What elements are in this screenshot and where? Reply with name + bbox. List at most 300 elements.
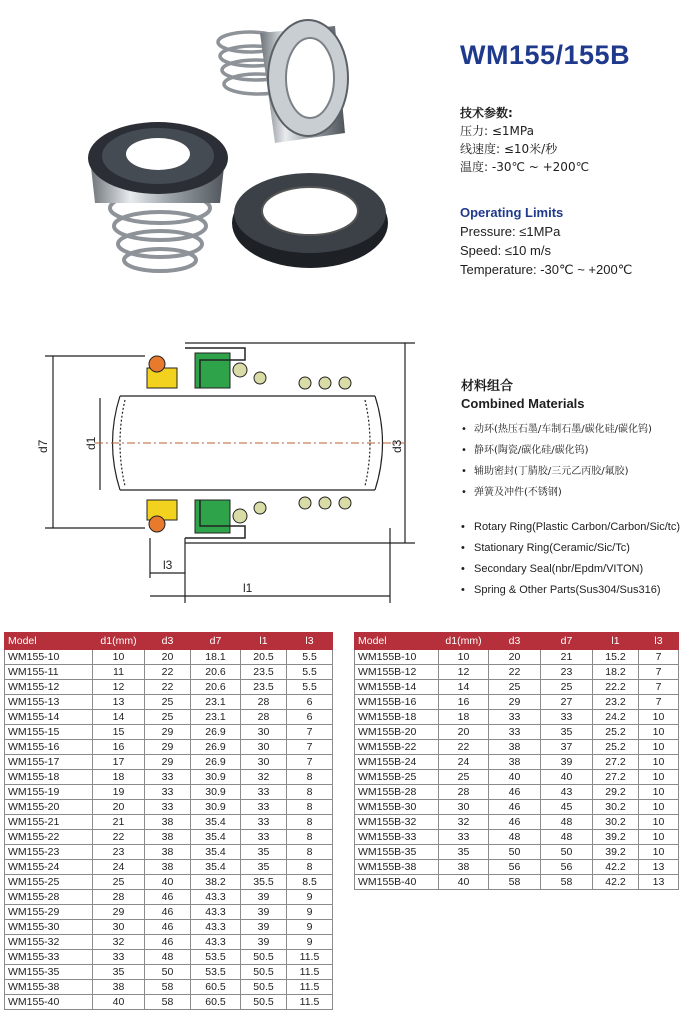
- table-row: [5, 740, 333, 755]
- value-cell: 53.5: [191, 965, 241, 980]
- model-cell: WM155-29: [5, 905, 93, 920]
- material-cn-item: • 动环(热压石墨/车制石墨/碳化硅/碳化钨): [461, 419, 680, 440]
- value-cell: 33: [145, 770, 191, 785]
- value-cell: 18: [439, 710, 489, 725]
- value-cell: 8: [287, 785, 333, 800]
- label-d1: d1: [84, 436, 98, 450]
- stationary-ring-icon: [232, 173, 388, 268]
- product-title: WM155/155B: [460, 40, 631, 70]
- specs-en-heading: Operating Limits: [460, 205, 564, 220]
- value-cell: 7: [287, 725, 333, 740]
- value-cell: 18.1: [191, 650, 241, 665]
- value-cell: 28: [241, 695, 287, 710]
- model-cell: WM155B-30: [355, 800, 439, 815]
- value-cell: 15.2: [593, 650, 639, 665]
- table-row: [5, 845, 333, 860]
- model-cell: WM155-13: [5, 695, 93, 710]
- value-cell: 25: [93, 875, 145, 890]
- model-cell: WM155B-35: [355, 845, 439, 860]
- column-header: d3: [145, 633, 191, 650]
- table-row: [355, 710, 679, 725]
- value-cell: 35.4: [191, 815, 241, 830]
- value-cell: 32: [439, 815, 489, 830]
- value-cell: 39: [241, 920, 287, 935]
- value-cell: 33: [489, 725, 541, 740]
- materials-heading-cn: 材料组合: [461, 379, 514, 394]
- table-header-row: [355, 633, 679, 650]
- table-row: [355, 800, 679, 815]
- material-cn-item: • 静环(陶瓷/碳化硅/碳化钨): [461, 440, 680, 461]
- value-cell: 30: [241, 740, 287, 755]
- table-row: [355, 845, 679, 860]
- value-cell: 7: [639, 680, 679, 695]
- cross-section-diagram: [35, 338, 425, 608]
- value-cell: 26.9: [191, 755, 241, 770]
- value-cell: 13: [639, 860, 679, 875]
- table-row: [5, 995, 333, 1010]
- model-cell: WM155-12: [5, 680, 93, 695]
- value-cell: 26.9: [191, 740, 241, 755]
- value-cell: 15: [93, 725, 145, 740]
- value-cell: 22: [489, 665, 541, 680]
- table-row: [355, 650, 679, 665]
- material-en-item: • Spring & Other Parts(Sus304/Sus316): [461, 580, 680, 601]
- value-cell: 8: [287, 845, 333, 860]
- column-header: Model: [5, 633, 93, 650]
- value-cell: 23.5: [241, 680, 287, 695]
- model-cell: WM155B-14: [355, 680, 439, 695]
- materials-list-cn: [461, 419, 680, 503]
- table-row: [355, 860, 679, 875]
- value-cell: 30: [241, 725, 287, 740]
- value-cell: 38: [145, 830, 191, 845]
- value-cell: 23.2: [593, 695, 639, 710]
- value-cell: 8: [287, 800, 333, 815]
- value-cell: 18: [93, 770, 145, 785]
- value-cell: 35.4: [191, 830, 241, 845]
- model-cell: WM155-15: [5, 725, 93, 740]
- value-cell: 30: [439, 800, 489, 815]
- model-cell: WM155B-18: [355, 710, 439, 725]
- value-cell: 35: [541, 725, 593, 740]
- value-cell: 39: [241, 890, 287, 905]
- value-cell: 58: [489, 875, 541, 890]
- model-cell: WM155B-25: [355, 770, 439, 785]
- table-row: [5, 815, 333, 830]
- table-row: [5, 785, 333, 800]
- materials-heading-en: Combined Materials: [461, 396, 585, 411]
- model-cell: WM155-14: [5, 710, 93, 725]
- model-cell: WM155-19: [5, 785, 93, 800]
- model-cell: WM155B-40: [355, 875, 439, 890]
- model-cell: WM155B-16: [355, 695, 439, 710]
- seal-assembly-left-icon: [88, 122, 228, 271]
- value-cell: 25: [439, 770, 489, 785]
- table-row: [5, 755, 333, 770]
- value-cell: 8.5: [287, 875, 333, 890]
- value-cell: 39: [241, 905, 287, 920]
- spec-table-wm155: [4, 632, 333, 1010]
- table-row: [355, 785, 679, 800]
- value-cell: 46: [489, 800, 541, 815]
- column-header: d1(mm): [93, 633, 145, 650]
- value-cell: 48: [145, 950, 191, 965]
- value-cell: 58: [541, 875, 593, 890]
- value-cell: 21: [541, 650, 593, 665]
- value-cell: 11.5: [287, 980, 333, 995]
- value-cell: 33: [241, 800, 287, 815]
- value-cell: 58: [145, 995, 191, 1010]
- value-cell: 10: [639, 800, 679, 815]
- value-cell: 24: [93, 860, 145, 875]
- model-cell: WM155-17: [5, 755, 93, 770]
- model-cell: WM155B-20: [355, 725, 439, 740]
- value-cell: 38: [145, 815, 191, 830]
- value-cell: 50: [489, 845, 541, 860]
- value-cell: 40: [541, 770, 593, 785]
- table-row: [5, 725, 333, 740]
- value-cell: 27.2: [593, 755, 639, 770]
- value-cell: 28: [241, 710, 287, 725]
- table-row: [5, 830, 333, 845]
- model-cell: WM155B-28: [355, 785, 439, 800]
- value-cell: 43.3: [191, 905, 241, 920]
- value-cell: 43.3: [191, 920, 241, 935]
- value-cell: 38.2: [191, 875, 241, 890]
- value-cell: 48: [541, 830, 593, 845]
- value-cell: 48: [541, 815, 593, 830]
- model-cell: WM155B-38: [355, 860, 439, 875]
- materials-list-en: [461, 517, 680, 601]
- value-cell: 23.5: [241, 665, 287, 680]
- value-cell: 43.3: [191, 935, 241, 950]
- value-cell: 46: [145, 890, 191, 905]
- value-cell: 29: [145, 740, 191, 755]
- value-cell: 23.1: [191, 695, 241, 710]
- material-en-item: • Stationary Ring(Ceramic/Sic/Tc): [461, 538, 680, 559]
- table-row: [5, 875, 333, 890]
- value-cell: 43: [541, 785, 593, 800]
- value-cell: 39: [541, 755, 593, 770]
- value-cell: 10: [93, 650, 145, 665]
- value-cell: 10: [639, 740, 679, 755]
- value-cell: 30.2: [593, 815, 639, 830]
- value-cell: 5.5: [287, 680, 333, 695]
- value-cell: 42.2: [593, 860, 639, 875]
- value-cell: 50.5: [241, 980, 287, 995]
- specs-cn-heading: 技术参数:: [460, 106, 513, 120]
- value-cell: 9: [287, 920, 333, 935]
- table-row: [355, 695, 679, 710]
- value-cell: 25: [489, 680, 541, 695]
- column-header: l3: [287, 633, 333, 650]
- value-cell: 40: [489, 770, 541, 785]
- value-cell: 50.5: [241, 965, 287, 980]
- spec-en-temperature: Temperature: -30℃ ~ +200℃: [460, 262, 633, 277]
- value-cell: 25.2: [593, 740, 639, 755]
- model-cell: WM155-30: [5, 920, 93, 935]
- value-cell: 7: [639, 665, 679, 680]
- specs-cn-block: [460, 104, 589, 176]
- value-cell: 35: [241, 860, 287, 875]
- material-cn-item: • 辅助密封(丁腈胶/三元乙丙胶/氟胶): [461, 461, 680, 482]
- value-cell: 12: [439, 665, 489, 680]
- value-cell: 9: [287, 890, 333, 905]
- model-cell: WM155-11: [5, 665, 93, 680]
- material-en-item: • Secondary Seal(nbr/Epdm/VITON): [461, 559, 680, 580]
- model-cell: WM155B-10: [355, 650, 439, 665]
- value-cell: 35.4: [191, 860, 241, 875]
- table-row: [355, 740, 679, 755]
- value-cell: 5.5: [287, 665, 333, 680]
- value-cell: 35: [241, 845, 287, 860]
- value-cell: 10: [639, 755, 679, 770]
- spec-cn-temperature: 温度: -30℃ ~ +200℃: [460, 160, 590, 174]
- table-row: [355, 725, 679, 740]
- value-cell: 29.2: [593, 785, 639, 800]
- table-row: [355, 815, 679, 830]
- value-cell: 25: [145, 695, 191, 710]
- value-cell: 29: [489, 695, 541, 710]
- value-cell: 12: [93, 680, 145, 695]
- value-cell: 20: [145, 650, 191, 665]
- table-row: [5, 680, 333, 695]
- value-cell: 10: [639, 785, 679, 800]
- value-cell: 50.5: [241, 995, 287, 1010]
- value-cell: 18.2: [593, 665, 639, 680]
- value-cell: 30.9: [191, 770, 241, 785]
- model-cell: WM155B-12: [355, 665, 439, 680]
- value-cell: 33: [241, 830, 287, 845]
- value-cell: 26.9: [191, 725, 241, 740]
- value-cell: 11.5: [287, 950, 333, 965]
- model-cell: WM155B-24: [355, 755, 439, 770]
- value-cell: 29: [145, 725, 191, 740]
- model-cell: WM155B-22: [355, 740, 439, 755]
- table-row: [5, 890, 333, 905]
- value-cell: 40: [93, 995, 145, 1010]
- model-cell: WM155-32: [5, 935, 93, 950]
- value-cell: 30: [93, 920, 145, 935]
- table-row: [355, 665, 679, 680]
- value-cell: 8: [287, 830, 333, 845]
- value-cell: 33: [241, 815, 287, 830]
- value-cell: 16: [93, 740, 145, 755]
- label-l3: l3: [163, 558, 173, 572]
- value-cell: 22: [439, 740, 489, 755]
- model-cell: WM155-25: [5, 875, 93, 890]
- table-row: [5, 905, 333, 920]
- value-cell: 8: [287, 860, 333, 875]
- value-cell: 20.6: [191, 680, 241, 695]
- spec-en-pressure: Pressure: ≤1MPa: [460, 224, 561, 239]
- product-photo: [60, 8, 390, 288]
- value-cell: 24: [439, 755, 489, 770]
- value-cell: 10: [639, 725, 679, 740]
- model-cell: WM155-24: [5, 860, 93, 875]
- value-cell: 46: [489, 815, 541, 830]
- value-cell: 48: [489, 830, 541, 845]
- value-cell: 30: [241, 755, 287, 770]
- value-cell: 60.5: [191, 980, 241, 995]
- table-row: [5, 920, 333, 935]
- value-cell: 56: [541, 860, 593, 875]
- value-cell: 6: [287, 695, 333, 710]
- value-cell: 20: [489, 650, 541, 665]
- model-cell: WM155-21: [5, 815, 93, 830]
- value-cell: 22.2: [593, 680, 639, 695]
- table-row: [5, 650, 333, 665]
- value-cell: 33: [541, 710, 593, 725]
- value-cell: 5.5: [287, 650, 333, 665]
- table-header-row: [5, 633, 333, 650]
- value-cell: 25: [541, 680, 593, 695]
- value-cell: 13: [93, 695, 145, 710]
- value-cell: 23.1: [191, 710, 241, 725]
- value-cell: 38: [489, 740, 541, 755]
- value-cell: 8: [287, 770, 333, 785]
- value-cell: 11: [93, 665, 145, 680]
- value-cell: 38: [145, 860, 191, 875]
- value-cell: 33: [241, 785, 287, 800]
- value-cell: 7: [639, 695, 679, 710]
- value-cell: 38: [93, 980, 145, 995]
- value-cell: 38: [145, 845, 191, 860]
- value-cell: 35.4: [191, 845, 241, 860]
- table-row: [355, 680, 679, 695]
- value-cell: 14: [93, 710, 145, 725]
- table-row: [5, 665, 333, 680]
- value-cell: 7: [287, 755, 333, 770]
- value-cell: 50: [145, 965, 191, 980]
- model-cell: WM155-10: [5, 650, 93, 665]
- table-row: [5, 800, 333, 815]
- value-cell: 60.5: [191, 995, 241, 1010]
- value-cell: 25.2: [593, 725, 639, 740]
- value-cell: 20: [439, 725, 489, 740]
- model-cell: WM155-20: [5, 800, 93, 815]
- model-cell: WM155-23: [5, 845, 93, 860]
- value-cell: 23: [93, 845, 145, 860]
- label-d3: d3: [390, 439, 404, 453]
- value-cell: 35: [93, 965, 145, 980]
- value-cell: 8: [287, 815, 333, 830]
- value-cell: 7: [287, 740, 333, 755]
- value-cell: 11.5: [287, 995, 333, 1010]
- column-header: Model: [355, 633, 439, 650]
- value-cell: 24.2: [593, 710, 639, 725]
- value-cell: 27.2: [593, 770, 639, 785]
- value-cell: 39.2: [593, 845, 639, 860]
- table-row: [5, 770, 333, 785]
- value-cell: 30.9: [191, 785, 241, 800]
- value-cell: 19: [93, 785, 145, 800]
- model-cell: WM155-40: [5, 995, 93, 1010]
- model-cell: WM155-16: [5, 740, 93, 755]
- value-cell: 27: [541, 695, 593, 710]
- value-cell: 29: [93, 905, 145, 920]
- label-l1: l1: [243, 581, 253, 595]
- value-cell: 50: [541, 845, 593, 860]
- column-header: d1(mm): [439, 633, 489, 650]
- value-cell: 35.5: [241, 875, 287, 890]
- value-cell: 10: [639, 770, 679, 785]
- table-row: [355, 875, 679, 890]
- material-en-item: • Rotary Ring(Plastic Carbon/Carbon/Sic/tc): [461, 517, 680, 538]
- value-cell: 46: [145, 935, 191, 950]
- value-cell: 46: [145, 905, 191, 920]
- value-cell: 7: [639, 650, 679, 665]
- table-row: [355, 770, 679, 785]
- value-cell: 10: [639, 830, 679, 845]
- material-cn-item: • 弹簧及冲件(不锈钢): [461, 482, 680, 503]
- column-header: d7: [191, 633, 241, 650]
- label-d7: d7: [36, 439, 50, 453]
- column-header: l1: [241, 633, 287, 650]
- value-cell: 53.5: [191, 950, 241, 965]
- column-header: l1: [593, 633, 639, 650]
- model-cell: WM155-38: [5, 980, 93, 995]
- value-cell: 45: [541, 800, 593, 815]
- value-cell: 10: [439, 650, 489, 665]
- seal-assembly-top-icon: [218, 20, 348, 143]
- value-cell: 40: [145, 875, 191, 890]
- column-header: l3: [639, 633, 679, 650]
- value-cell: 20.6: [191, 665, 241, 680]
- table-row: [5, 860, 333, 875]
- value-cell: 42.2: [593, 875, 639, 890]
- value-cell: 21: [93, 815, 145, 830]
- value-cell: 38: [489, 755, 541, 770]
- value-cell: 9: [287, 935, 333, 950]
- value-cell: 30.9: [191, 800, 241, 815]
- value-cell: 28: [439, 785, 489, 800]
- specs-en-block: [460, 205, 632, 279]
- value-cell: 10: [639, 710, 679, 725]
- value-cell: 33: [439, 830, 489, 845]
- value-cell: 20: [93, 800, 145, 815]
- value-cell: 16: [439, 695, 489, 710]
- model-cell: WM155-28: [5, 890, 93, 905]
- value-cell: 22: [145, 665, 191, 680]
- materials-block: [461, 375, 680, 601]
- value-cell: 20.5: [241, 650, 287, 665]
- model-cell: WM155B-32: [355, 815, 439, 830]
- spec-cn-pressure: 压力: ≤1MPa: [460, 124, 534, 138]
- table-row: [355, 755, 679, 770]
- value-cell: 46: [145, 920, 191, 935]
- value-cell: 11.5: [287, 965, 333, 980]
- spec-cn-speed: 线速度: ≤10米/秒: [460, 142, 558, 156]
- value-cell: 25: [145, 710, 191, 725]
- value-cell: 30.2: [593, 800, 639, 815]
- value-cell: 40: [439, 875, 489, 890]
- table-row: [5, 965, 333, 980]
- model-cell: WM155-33: [5, 950, 93, 965]
- value-cell: 33: [93, 950, 145, 965]
- value-cell: 43.3: [191, 890, 241, 905]
- value-cell: 9: [287, 905, 333, 920]
- value-cell: 50.5: [241, 950, 287, 965]
- value-cell: 10: [639, 815, 679, 830]
- table-row: [5, 935, 333, 950]
- value-cell: 22: [93, 830, 145, 845]
- model-cell: WM155-35: [5, 965, 93, 980]
- spec-en-speed: Speed: ≤10 m/s: [460, 243, 551, 258]
- model-cell: WM155-22: [5, 830, 93, 845]
- table-row: [5, 710, 333, 725]
- value-cell: 32: [241, 770, 287, 785]
